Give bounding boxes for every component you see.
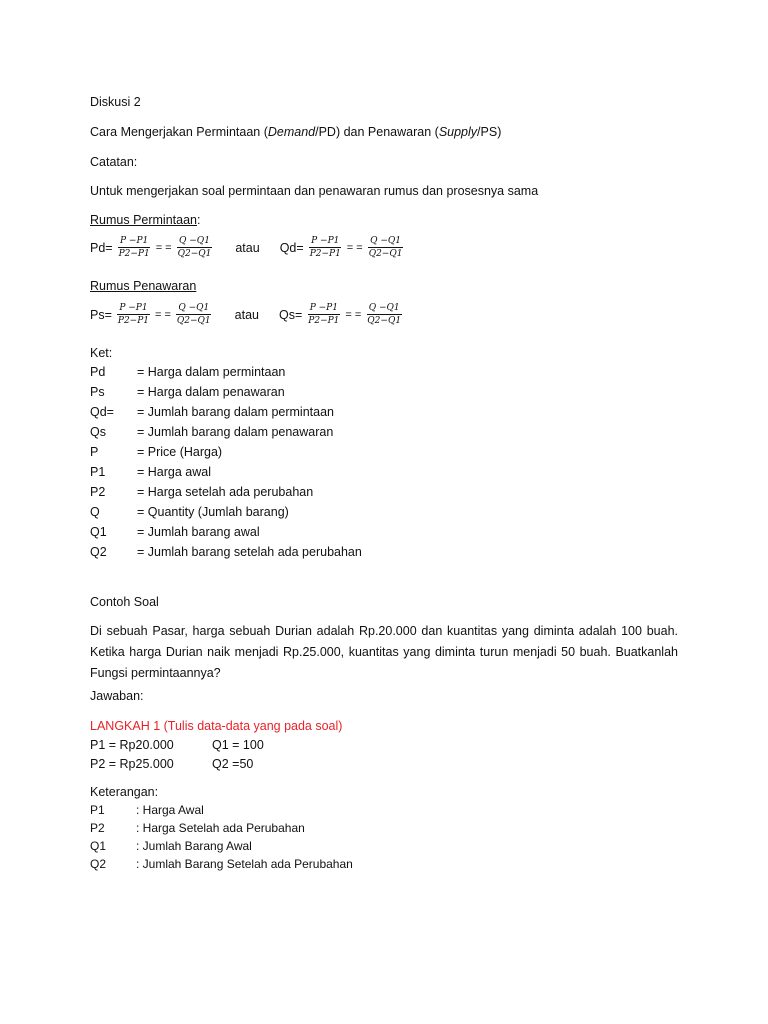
equals-sign: = = xyxy=(346,241,363,254)
fraction-numerator: P −P1 xyxy=(119,303,148,313)
page-title: Diskusi 2 xyxy=(90,95,141,109)
ket-row xyxy=(90,364,285,380)
fraction-p xyxy=(308,236,343,259)
ket-desc: = Jumlah barang dalam permintaan xyxy=(137,405,334,419)
equals-sign: = = xyxy=(155,241,172,254)
ket-label: Ket: xyxy=(90,346,113,360)
rumus-permintaan-colon: : xyxy=(197,213,201,227)
rumus-penawaran-label: Rumus Penawaran xyxy=(90,279,197,293)
ket-row xyxy=(90,524,260,540)
equals-sign: = = xyxy=(155,308,171,321)
fraction-denominator: P2−P1 xyxy=(309,249,341,259)
ket-row xyxy=(90,484,313,500)
fraction-denominator: P2−P1 xyxy=(308,316,340,326)
data-price: P2 = Rp25.000 xyxy=(90,757,174,771)
ket-row xyxy=(90,464,211,480)
contoh-soal-label: Contoh Soal xyxy=(90,595,159,609)
fraction-numerator: P −P1 xyxy=(309,303,338,313)
rumus-permintaan-label: Rumus Permintaan xyxy=(90,213,197,227)
ket-key: Q2 xyxy=(90,545,107,559)
fraction-p xyxy=(306,303,341,326)
subtitle-post: /PS) xyxy=(477,125,502,139)
fraction-denominator: Q2−Q1 xyxy=(368,249,403,259)
ket-row xyxy=(90,444,222,460)
fraction-q xyxy=(175,303,213,326)
ket-key: P1 xyxy=(90,465,106,479)
fraction-numerator: P −P1 xyxy=(311,236,340,246)
catatan-label: Catatan: xyxy=(90,155,138,169)
ket-desc: = Jumlah barang setelah ada perubahan xyxy=(137,545,362,559)
formula-atau: atau xyxy=(234,307,259,322)
fraction-numerator: P −P1 xyxy=(120,236,149,246)
keterangan-row xyxy=(90,856,353,872)
subtitle-supply: Supply xyxy=(438,125,478,139)
keterangan-row xyxy=(90,802,204,818)
fraction-denominator: Q2−Q1 xyxy=(177,249,212,259)
ket-desc: = Quantity (Jumlah barang) xyxy=(137,505,289,519)
ket-key: Ps xyxy=(90,385,105,399)
keterangan-row xyxy=(90,820,305,836)
data-price: P1 = Rp20.000 xyxy=(90,738,174,752)
ket-desc: = Jumlah barang awal xyxy=(137,525,260,539)
formula-atau: atau xyxy=(235,240,260,255)
keterangan-desc: : Jumlah Barang Awal xyxy=(136,839,252,853)
keterangan-desc: : Harga Awal xyxy=(136,803,204,817)
fraction-numerator: Q −Q1 xyxy=(368,303,400,313)
ket-key: Pd xyxy=(90,365,106,379)
rumus-penawaran-heading xyxy=(90,278,196,294)
fraction-denominator: P2−P1 xyxy=(118,249,150,259)
ket-row xyxy=(90,504,289,520)
rumus-permintaan-heading xyxy=(90,212,200,228)
fraction-numerator: Q −Q1 xyxy=(178,303,210,313)
catatan-text: Untuk mengerjakan soal permintaan dan penawaran rumus dan prosesnya sama xyxy=(90,184,539,198)
ket-key: P xyxy=(90,445,99,459)
keterangan-desc: : Harga Setelah ada Perubahan xyxy=(136,821,305,835)
formula-penawaran xyxy=(90,303,405,326)
formula-qs-label: Qs= xyxy=(279,307,303,322)
fraction-numerator: Q −Q1 xyxy=(370,236,402,246)
ket-desc: = Price (Harga) xyxy=(137,445,223,459)
langkah-1-heading: LANGKAH 1 (Tulis data-data yang pada soal) xyxy=(90,719,343,733)
fraction-q xyxy=(365,303,403,326)
fraction-denominator: P2−P1 xyxy=(117,316,149,326)
ket-row xyxy=(90,404,334,420)
fraction-p xyxy=(116,303,151,326)
keterangan-key: P2 xyxy=(90,821,105,835)
subtitle xyxy=(90,124,501,140)
ket-key: Q1 xyxy=(90,525,107,539)
keterangan-key: Q1 xyxy=(90,839,107,853)
data-row xyxy=(90,737,264,753)
ket-row xyxy=(90,544,362,560)
data-quantity: Q2 =50 xyxy=(212,757,254,771)
formula-ps-label: Ps= xyxy=(90,307,112,322)
jawaban-label: Jawaban: xyxy=(90,689,144,703)
formula-pd-label: Pd= xyxy=(90,240,113,255)
keterangan-key: Q2 xyxy=(90,857,107,871)
fraction-p xyxy=(117,236,152,259)
ket-desc: = Harga setelah ada perubahan xyxy=(137,485,314,499)
fraction-q xyxy=(176,236,214,259)
ket-row xyxy=(90,384,285,400)
keterangan-desc: : Jumlah Barang Setelah ada Perubahan xyxy=(136,857,353,871)
ket-desc: = Harga dalam permintaan xyxy=(137,365,286,379)
soal-paragraph: Di sebuah Pasar, harga sebuah Durian adalah Rp.20.000 dan kuantitas yang diminta adalah 100 buah. Ketika harga Durian naik menjadi Rp.25.000, kuantitas yang diminta turun menjadi 50 buah. Buatkanlah Fungsi permintaannya? xyxy=(90,624,678,680)
ket-desc: = Jumlah barang dalam penawaran xyxy=(137,425,334,439)
keterangan-row xyxy=(90,838,252,854)
keterangan-key: P1 xyxy=(90,803,105,817)
formula-qd-label: Qd= xyxy=(279,240,304,255)
formula-permintaan xyxy=(90,236,406,259)
fraction-denominator: Q2−Q1 xyxy=(176,316,211,326)
keterangan-label: Keterangan: xyxy=(90,785,159,799)
subtitle-mid: /PD) dan Penawaran ( xyxy=(315,125,439,139)
ket-key: P2 xyxy=(90,485,106,499)
subtitle-demand: Demand xyxy=(267,125,316,139)
ket-row xyxy=(90,424,333,440)
equals-sign: = = xyxy=(345,308,362,321)
data-quantity: Q1 = 100 xyxy=(212,738,264,752)
ket-key: Qs xyxy=(90,425,106,439)
ket-key: Qd= xyxy=(90,405,114,419)
data-row xyxy=(90,756,253,772)
ket-key: Q xyxy=(90,505,100,519)
ket-desc: = Harga awal xyxy=(137,465,211,479)
fraction-numerator: Q −Q1 xyxy=(179,236,210,246)
ket-desc: = Harga dalam penawaran xyxy=(137,385,285,399)
fraction-q xyxy=(367,236,405,259)
subtitle-pre: Cara Mengerjakan Permintaan ( xyxy=(90,125,268,139)
fraction-denominator: Q2−Q1 xyxy=(367,316,402,326)
